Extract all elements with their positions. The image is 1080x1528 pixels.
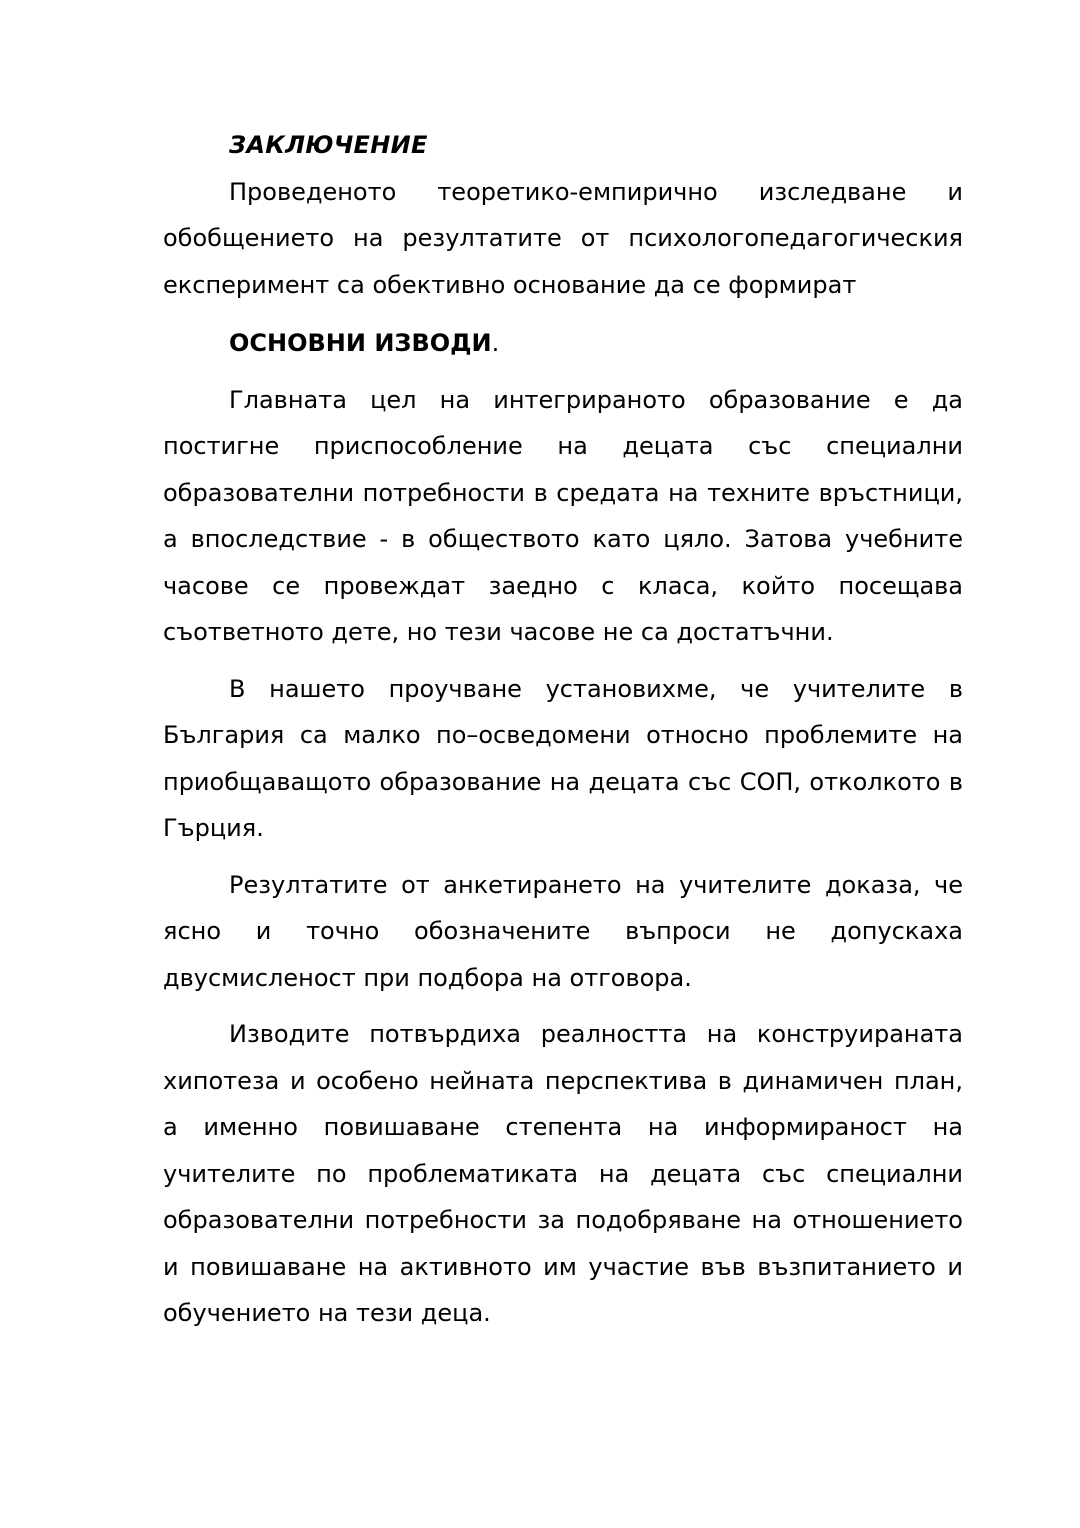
paragraph-4: Изводите потвърдиха реалността на конструираната хипотеза и особено нейната перспектива в динамичен план, а именно повишаване степента на информираност на учителите по проблематиката на децата със специални образователни потребности за подобряване на отношението и повишаване на активното им участие във възпитанието и обучението на тези деца. [163, 1020, 963, 1327]
paragraph-1: Главната цел на интегрираното образование е да постигне приспособление на децата със специални образователни потребности в средата на техните връстници, а впоследствие - в обществото като цяло. Затова учебните часове се провеждат заедно с класа, който посещава съответното дете, но тези часове не са достатъчни. [163, 385, 963, 646]
intro-paragraph: Проведеното теоретико-емпирично изследване и обобщението на резултатите от психологопедагогическия експеримент са обективно основание да се формират [163, 177, 963, 299]
document-page [163, 122, 963, 1337]
conclusions-heading-text: ОСНОВНИ ИЗВОДИ [229, 329, 492, 357]
conclusion-title: ЗАКЛЮЧЕНИЕ [229, 131, 428, 159]
conclusions-heading [163, 320, 963, 367]
conclusions-heading-suffix: . [491, 329, 500, 357]
paragraph-2: В нашето проучване установихме, че учителите в България са малко по–осведомени относно проблемите на приобщаващото образование на децата със СОП, отколкото в Гърция. [163, 674, 963, 842]
paragraph-3: Резултатите от анкетирането на учителите доказа, че ясно и точно обозначените въпроси не допускаха двусмисленост при подбора на отговора. [163, 870, 963, 992]
